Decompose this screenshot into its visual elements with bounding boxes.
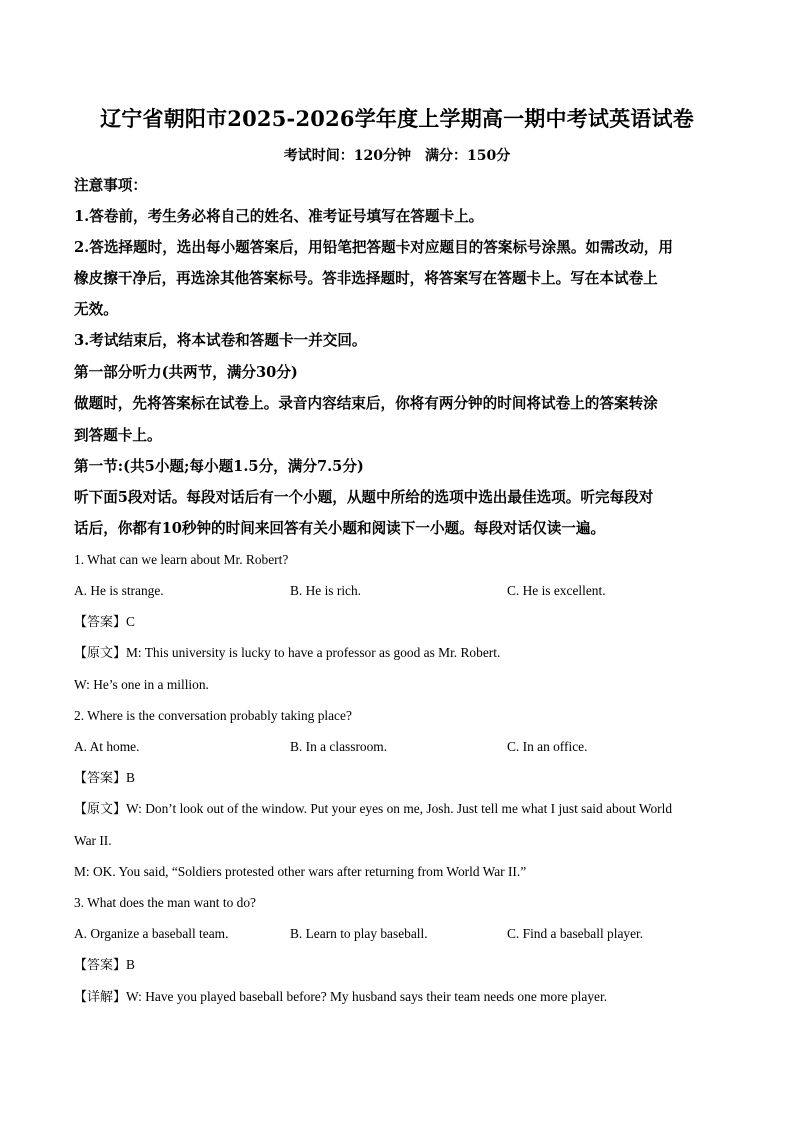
question-1-answer	[74, 612, 734, 633]
question-2-option-b: B. In a classroom.	[290, 739, 388, 754]
script-tag: 【原文】	[74, 646, 127, 661]
answer-tag: 【答案】	[74, 958, 127, 973]
answer-value: B	[126, 770, 135, 785]
script-tag: 【详解】	[74, 990, 127, 1005]
question-2-answer	[74, 768, 734, 789]
question-2-option-c: C. In an office.	[507, 739, 588, 754]
script-text: M: This university is lucky to have a professor as good as Mr. Robert.	[126, 645, 501, 660]
question-2-stem: 2. Where is the conversation probably taking place?	[74, 708, 352, 723]
question-3-stem: 3. What does the man want to do?	[74, 895, 256, 910]
section1-heading: 第一节:(共5小题;每小题1.5分，满分7.5分)	[74, 458, 364, 475]
part1-heading: 第一部分听力(共两节，满分30分)	[74, 364, 298, 381]
question-1-script-line-1	[74, 643, 734, 664]
part1-instruction-line-1: 做题时，先将答案标在试卷上。录音内容结束后，你将有两分钟的时间将试卷上的答案转涂	[74, 395, 658, 412]
question-3-option-b: B. Learn to play baseball.	[290, 926, 428, 941]
question-3-script-line-1	[74, 987, 734, 1008]
question-3-option-a: A. Organize a baseball team.	[74, 926, 229, 941]
question-2-script-line-2: War II.	[74, 833, 112, 848]
question-1-option-c: C. He is excellent.	[507, 583, 606, 598]
notice-item-2-line-1: 2.答选择题时，选出每小题答案后，用铅笔把答题卡对应题目的答案标号涂黑。如需改动，用	[74, 239, 673, 256]
question-3-answer	[74, 955, 734, 976]
script-text: W: Have you played baseball before? My husband says their team needs one more player.	[126, 989, 608, 1004]
answer-value: C	[126, 614, 135, 629]
answer-tag: 【答案】	[74, 771, 127, 786]
notice-item-2-line-2: 橡皮擦干净后，再选涂其他答案标号。答非选择题时，将答案写在答题卡上。写在本试卷上	[74, 270, 658, 287]
exam-time-and-score: 考试时间：120分钟 满分：150分	[283, 148, 511, 164]
script-tag: 【原文】	[74, 802, 127, 817]
answer-tag: 【答案】	[74, 615, 127, 630]
section1-instruction-line-1: 听下面5段对话。每段对话后有一个小题，从题中所给的选项中选出最佳选项。听完每段对	[74, 489, 654, 506]
question-1-script-line-2: W: He’s one in a million.	[74, 677, 209, 692]
question-2-script-line-1	[74, 799, 734, 820]
question-1-option-b: B. He is rich.	[290, 583, 362, 598]
question-1-option-a: A. He is strange.	[74, 583, 164, 598]
page-title: 辽宁省朝阳市2025-2026学年度上学期高一期中考试英语试卷	[100, 106, 694, 131]
notice-item-3: 3.考试结束后，将本试卷和答题卡一并交回。	[74, 332, 367, 349]
answer-value: B	[126, 957, 135, 972]
notice-heading: 注意事项：	[74, 177, 147, 194]
question-1-stem: 1. What can we learn about Mr. Robert?	[74, 552, 289, 567]
notice-item-2-line-3: 无效。	[74, 301, 118, 318]
part1-instruction-line-2: 到答题卡上。	[74, 427, 162, 444]
question-2-option-a: A. At home.	[74, 739, 140, 754]
section1-instruction-line-2: 话后，你都有10秒钟的时间来回答有关小题和阅读下一小题。每段对话仅读一遍。	[74, 520, 606, 537]
notice-item-1: 1.答卷前，考生务必将自己的姓名、准考证号填写在答题卡上。	[74, 208, 484, 225]
question-3-option-c: C. Find a baseball player.	[507, 926, 644, 941]
script-text: W: Don’t look out of the window. Put your eyes on me, Josh. Just tell me what I just said about World	[126, 801, 673, 816]
question-2-script-line-3: M: OK. You said, “Soldiers protested other wars after returning from World War II.”	[74, 864, 527, 879]
